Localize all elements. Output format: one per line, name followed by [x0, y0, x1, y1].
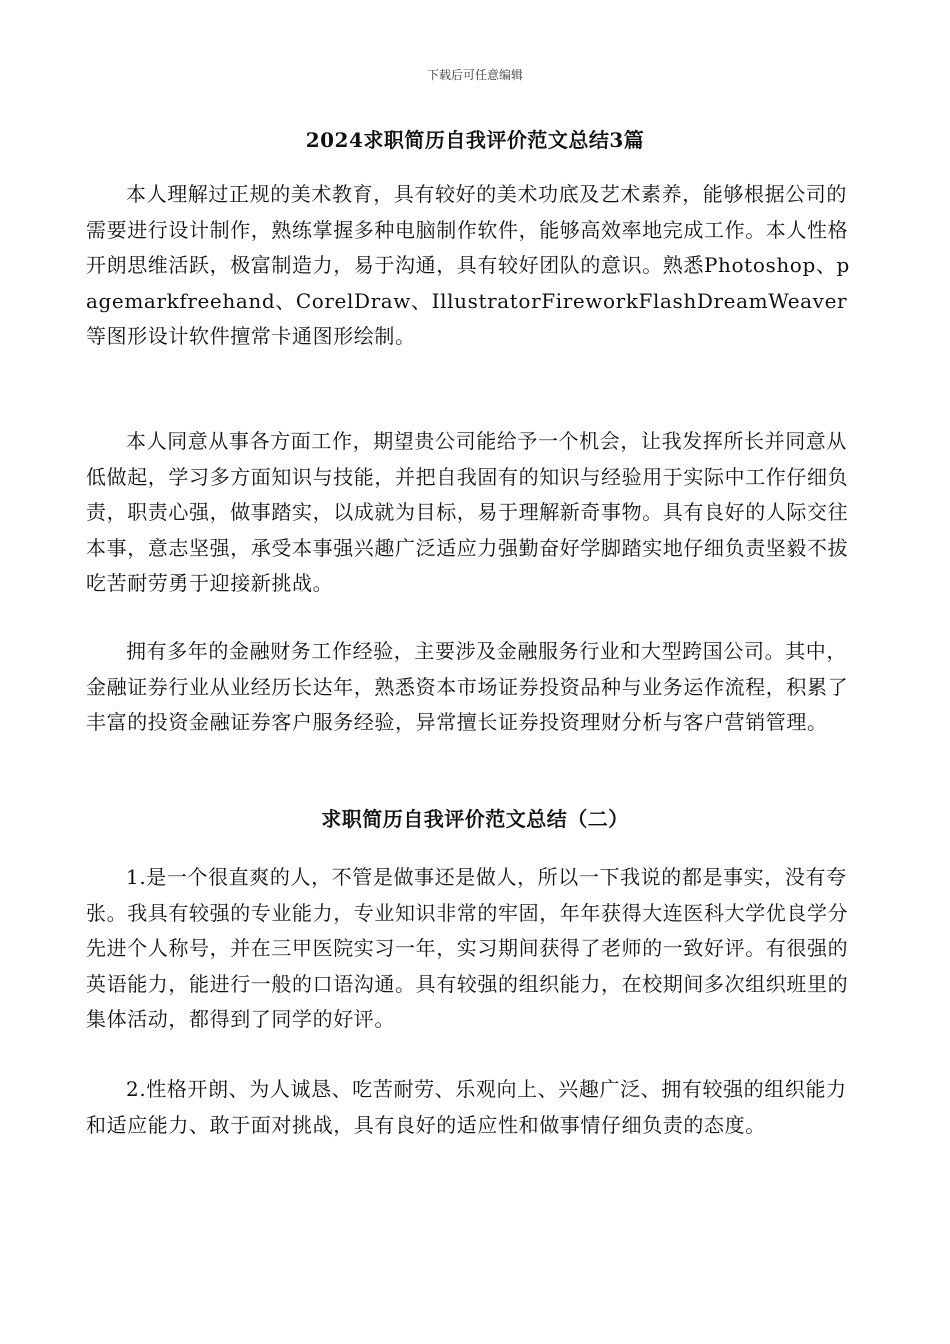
- paragraph-3: 拥有多年的金融财务工作经验，主要涉及金融服务行业和大型跨国公司。其中，金融证券行业从业经历长达年，熟悉资本市场证券投资品种与业务运作流程，积累了丰富的投资金融证券客户服务经验，异常擅长证券投资理财分析与客户营销管理。: [86, 639, 849, 734]
- paragraph-2-block: [86, 424, 862, 602]
- section-2-paragraph-1: 1.是一个很直爽的人，不管是做事还是做人，所以一下我说的都是事实，没有夸张。我具有较强的专业能力，专业知识非常的牢固，年年获得大连医科大学优良学分先进个人称号，并在三甲医院实习一年，实习期间获得了老师的一致好评。有很强的英语能力，能进行一般的口语沟通。具有较强的组织能力，在校期间多次组织班里的集体活动，都得到了同学的好评。: [86, 865, 849, 1031]
- section-2-paragraph-1-block: [86, 860, 862, 1038]
- paragraph-1: 本人理解过正规的美术教育，具有较好的美术功底及艺术素养，能够根据公司的需要进行设计制作，熟练掌握多种电脑制作软件，能够高效率地完成工作。本人性格开朗思维活跃，极富制造力，易于沟通，具有较好团队的意识。熟悉Photoshop、pagemarkfreehand、CorelDraw、IllustratorFireworkFlashDreamWeaver等图形设计软件擅常卡通图形绘制。: [86, 182, 850, 348]
- header-note: 下载后可任意编辑: [426, 68, 523, 82]
- paragraph-1-block: [86, 177, 862, 355]
- paragraph-2: 本人同意从事各方面工作，期望贵公司能给予一个机会，让我发挥所长并同意从低做起，学习多方面知识与技能，并把自我固有的知识与经验用于实际中工作仔细负责，职责心强，做事踏实，以成就为目标，易于理解新奇事物。具有良好的人际交往本事，意志坚强，承受本事强兴趣广泛适应力强勤奋好学脚踏实地仔细负责坚毅不拔吃苦耐劳勇于迎接新挑战。: [86, 429, 849, 595]
- document-title: 2024求职简历自我评价范文总结3篇: [305, 128, 645, 152]
- section-2-paragraph-2-block: [86, 1072, 862, 1143]
- section-2-title: 求职简历自我评价范文总结（二）: [321, 807, 629, 831]
- paragraph-3-block: [86, 634, 862, 741]
- section-2-paragraph-2: 2.性格开朗、为人诚恳、吃苦耐劳、乐观向上、兴趣广泛、拥有较强的组织能力和适应能力、敢于面对挑战，具有良好的适应性和做事情仔细负责的态度。: [86, 1077, 847, 1137]
